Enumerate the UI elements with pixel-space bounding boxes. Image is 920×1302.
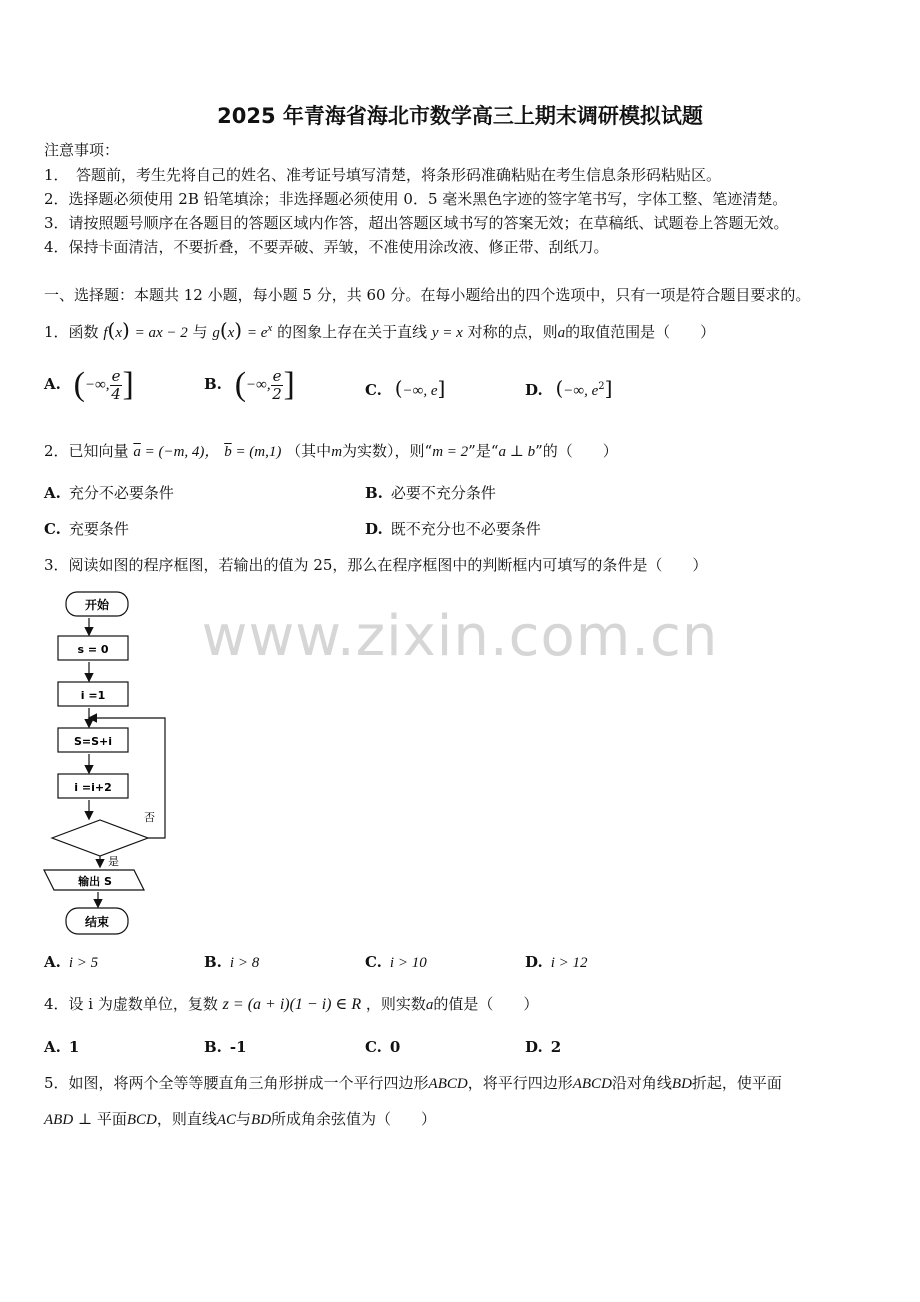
q1-option-b[interactable]: B. (−∞, $\frac{e}{2}$ ] [204,366,295,403]
question-1: 1．函数 f(x) = ax − 2 与 $g(x) = e^x$ 的图象上存在关于直线 y = x 对称的点，则a的取值范围是（ ） [44,318,716,342]
q1-option-d[interactable]: D. (−∞, $e^2$] [525,376,613,400]
q3-option-c[interactable]: C. i > 10 [365,953,427,971]
question-2: 2．已知向量 $\overline{a} = (-m$, 4)， $\overline{b} = (m,1)$ （其中m为实数），则“m = 2”是“a ⊥ b”的（ ） [44,442,618,460]
page-title: 2025 年青海省海北市数学高三上期末调研模拟试题 [217,104,703,128]
question-5-line-2: ABD ⊥ 平面BCD，则直线AC与BD所成角余弦值为（ ） [44,1110,437,1128]
q1-option-a[interactable]: A. (−∞, $\frac{e}{4}$ ] [44,366,134,403]
question-3: 3．阅读如图的程序框图，若输出的值为 25，那么在程序框图中的判断框内可填写的条件是（ ） [44,556,708,574]
flow-decision-diamond [52,820,148,856]
q4-option-b[interactable]: B. -1 [204,1038,247,1056]
q3-option-d[interactable]: D. i > 12 [525,953,588,971]
notice-item-1: 1． 答题前，考生先将自己的姓名、准考证号填写清楚，将条形码准确粘贴在考生信息条形码粘贴区。 [44,166,722,184]
notice-item-3: 3．请按照题号顺序在各题目的答题区域内作答，超出答题区域书写的答案无效；在草稿纸、试题卷上答题无效。 [44,214,789,232]
flow-s0-label: s = 0 [77,643,109,656]
flow-yes-label: 是 [108,855,119,868]
notice-item-2: 2．选择题必须使用 2B 铅笔填涂；非选择题必须使用 0．5 毫米黑色字迹的签字笔书写，字体工整、笔迹清楚。 [44,190,788,208]
question-5-line-1: 5．如图，将两个全等等腰直角三角形拼成一个平行四边形ABCD，将平行四边形ABCD沿对角线BD折起，使平面 [44,1074,782,1092]
q4-option-d[interactable]: D. 2 [525,1038,562,1056]
flow-output-label: 输出 S [78,875,112,888]
q3-option-a[interactable]: A. i > 5 [44,953,99,971]
q2-option-d[interactable]: D. 既不充分也不必要条件 [365,520,541,538]
q4-option-a[interactable]: A. 1 [44,1038,80,1056]
section-heading: 一、选择题：本题共 12 小题，每小题 5 分，共 60 分。在每小题给出的四个选项中，只有一项是符合题目要求的。 [44,286,811,304]
q1-option-c[interactable]: C. (−∞, e] [365,376,446,400]
q2-option-c[interactable]: C. 充要条件 [44,520,129,538]
notice-item-4: 4．保持卡面清洁，不要折叠，不要弄破、弄皱，不准使用涂改液、修正带、刮纸刀。 [44,238,609,256]
flow-sum-label: S=S+i [73,735,113,748]
flow-no-label: 否 [144,811,155,824]
question-4: 4．设 i 为虚数单位，复数 z = (a + i)(1 − i) ∈ R ，则实数a的值是（ ） [44,995,539,1013]
flow-i1-label: i =1 [80,689,106,702]
q4-option-c[interactable]: C. 0 [365,1038,401,1056]
watermark: www.zixin.com.cn [201,604,719,669]
q2-option-a[interactable]: A. 充分不必要条件 [44,484,174,502]
q2-option-b[interactable]: B. 必要不充分条件 [365,484,496,502]
q3-option-b[interactable]: B. i > 8 [204,953,260,971]
flow-start-label: 开始 [84,598,110,612]
flow-inc-label: i =i+2 [74,781,112,794]
flow-end-label: 结束 [84,915,110,929]
notice-heading: 注意事项： [44,141,120,159]
flowchart [40,588,180,940]
